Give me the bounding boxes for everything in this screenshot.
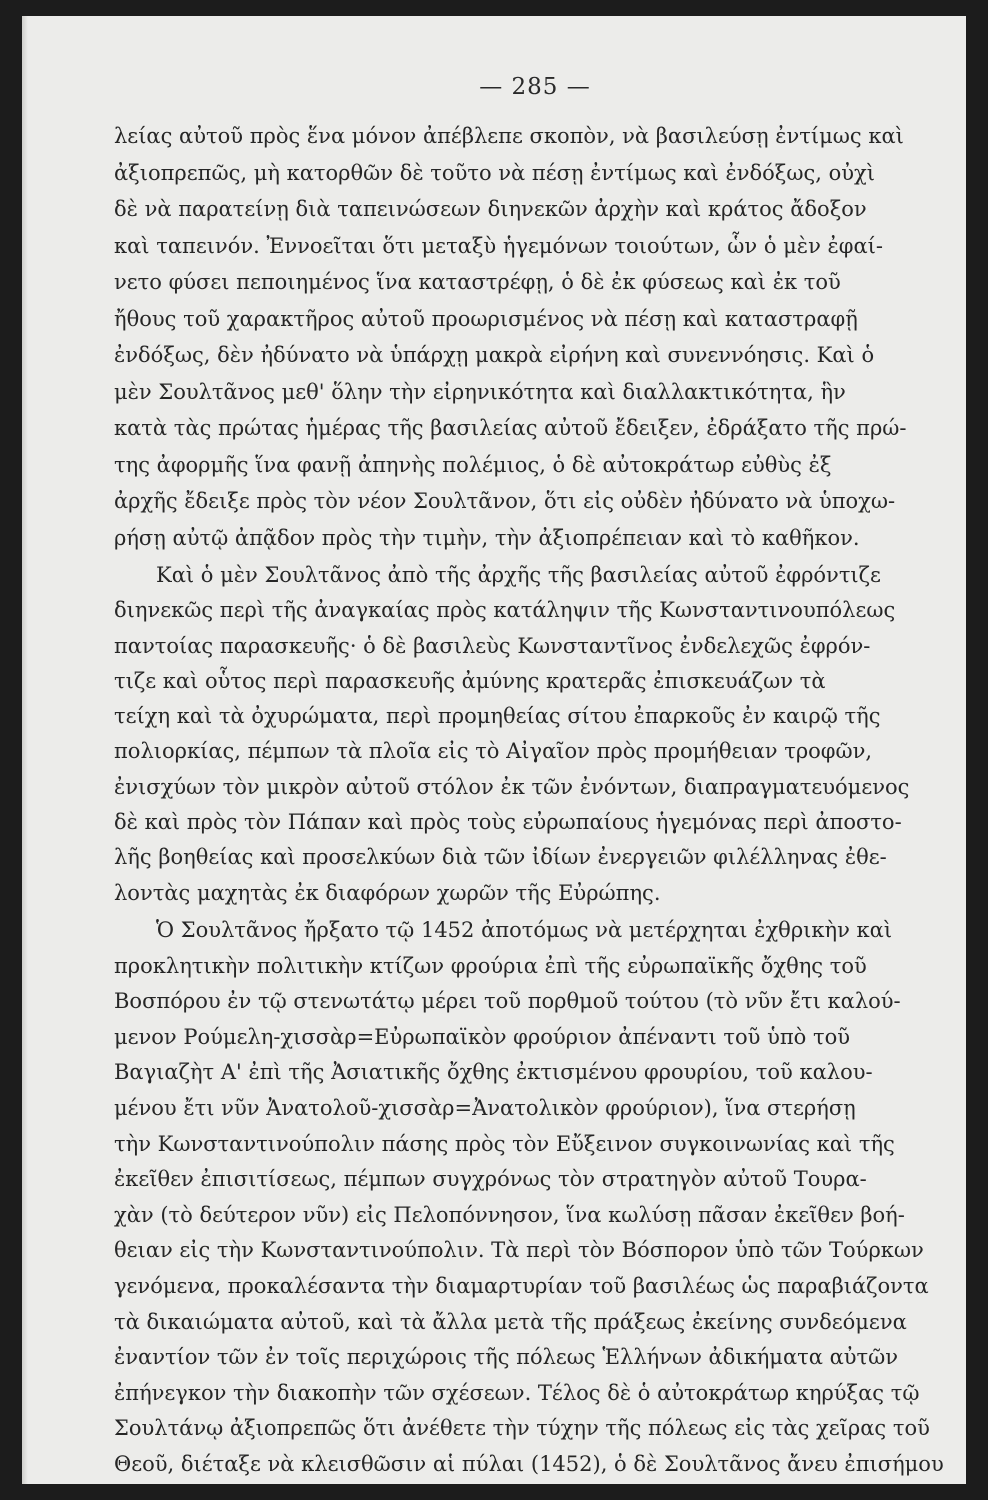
page-edge-shadow [22,16,28,1484]
page-content [114,74,956,1482]
paragraph-1: λείας αὐτοῦ πρὸς ἕνα μόνον ἀπέβλεπε σκοπὸν, νὰ βασιλεύσῃ ἐντίμως καὶ ἀξιοπρεπῶς, μὴ κατορθῶν δὲ τοῦτο νὰ πέσῃ ἐντίμως καὶ ἐνδόξως, οὐχὶ δὲ νὰ παρατείνῃ διὰ ταπεινώσεων διηνεκῶν ἀρχὴν καὶ κράτος ἄδοξον καὶ ταπεινόν. Ἐννοεῖται ὅτι μεταξὺ ἡγεμόνων τοιούτων, ὧν ὁ μὲν ἐφαί- νετο φύσει πεποιημένος ἵνα καταστρέφῃ, ὁ δὲ ἐκ φύσεως καὶ ἐκ τοῦ ἤθους τοῦ χαρακτῆρος αὐτοῦ προωρισμένος νὰ πέσῃ καὶ καταστραφῇ ἐνδόξως, δὲν ἠδύνατο νὰ ὑπάρχῃ μακρὰ εἰρήνη καὶ συνεννόησις. Καὶ ὁ μὲν Σουλτᾶνος μεθ' ὅλην τὴν εἰρηνικότητα καὶ διαλλακτικότητα, ἣν κατὰ τὰς πρώτας ἡμέρας τῆς βασιλείας αὐτοῦ ἔδειξεν, ἐδράξατο τῆς πρώ- της ἀφορμῆς ἵνα φανῇ ἀπηνὴς πολέμιος, ὁ δὲ αὐτοκράτωρ εὐθὺς ἐξ ἀρχῆς ἔδειξε πρὸς τὸν νέον Σουλτᾶνον, ὅτι εἰς οὐδὲν ἠδύνατο νὰ ὑποχω- ρήσῃ αὐτῷ ἀπᾷδον πρὸς τὴν τιμὴν, τὴν ἀξιοπρέπειαν καὶ τὸ καθῆκον. [114,124,907,550]
paragraph-3: Ὁ Σουλτᾶνος ἤρξατο τῷ 1452 ἀποτόμως νὰ μετέρχηται ἐχθρικὴν καὶ προκλητικὴν πολιτικὴν κτίζων φρούρια ἐπὶ τῆς εὐρωπαϊκῆς ὄχθης τοῦ Βοσπόρου ἐν τῷ στενωτάτῳ μέρει τοῦ πορθμοῦ τούτου (τὸ νῦν ἔτι καλού- μενον Ρούμελη-χισσὰρ=Εὐρωπαϊκὸν φρούριον ἀπέναντι τοῦ ὑπὸ τοῦ Βαγιαζὴτ Α' ἐπὶ τῆς Ἀσιατικῆς ὄχθης ἐκτισμένου φρουρίου, τοῦ καλου- μένου ἔτι νῦν Ἀνατολοῦ-χισσὰρ=Ἀνατολικὸν φρούριον), ἵνα στερήσῃ τὴν Κωνσταντινούπολιν πάσης πρὸς τὸν Εὔξεινον συγκοινωνίας καὶ τῆς ἐκεῖθεν ἐπισιτίσεως, πέμπων συγχρόνως τὸν στρατηγὸν αὐτοῦ Τουρα- χὰν (τὸ δεύτερον νῦν) εἰς Πελοπόννησον, ἵνα κωλύσῃ πᾶσαν ἐκεῖθεν βοή- θειαν εἰς τὴν Κωνσταντινούπολιν. Τὰ περὶ τὸν Βόσπορον ὑπὸ τῶν Τούρκων γενόμενα, προκαλέσαντα τὴν διαμαρτυρίαν τοῦ βασιλέως ὡς παραβιάζοντα τὰ δικαιώματα αὐτοῦ, καὶ τὰ ἄλλα μετὰ τῆς πράξεως ἐκείνης συνδεόμενα ἐναντίον τῶν ἐν τοῖς περιχώροις τῆς πόλεως Ἑλλήνων ἀδικήματα αὐτῶν ἐπήνεγκον τὴν διακοπὴν τῶν σχέσεων. Τέλος δὲ ὁ αὐτοκράτωρ κηρύξας τῷ Σουλτάνῳ ἀξιοπρεπῶς ὅτι ἀνέθετε τὴν τύχην τῆς πόλεως εἰς τὰς χεῖρας τοῦ Θεοῦ, διέταξε νὰ κλεισθῶσιν αἱ πύλαι (1452), ὁ δὲ Σουλτᾶνος ἄνευ ἐπισήμου [114,917,944,1476]
book-page [22,16,966,1484]
page-number: — 285 — [479,74,591,100]
paragraph-2: Καὶ ὁ μὲν Σουλτᾶνος ἀπὸ τῆς ἀρχῆς τῆς βασιλείας αὐτοῦ ἐφρόντιζε διηνεκῶς περὶ τῆς ἀναγκαίας πρὸς κατάληψιν τῆς Κωνσταντινουπόλεως παντοίας παρασκευῆς· ὁ δὲ βασιλεὺς Κωνσταντῖνος ἐνδελεχῶς ἐφρόν- τιζε καὶ οὗτος περὶ παρασκευῆς ἀμύνης κρατερᾶς ἐπισκευάζων τὰ τείχη καὶ τὰ ὀχυρώματα, περὶ προμηθείας σίτου ἐπαρκοῦς ἐν καιρῷ τῆς πολιορκίας, πέμπων τὰ πλοῖα εἰς τὸ Αἰγαῖον πρὸς προμήθειαν τροφῶν, ἐνισχύων τὸν μικρὸν αὐτοῦ στόλον ἐκ τῶν ἐνόντων, διαπραγματευόμενος δὲ καὶ πρὸς τὸν Πάπαν καὶ πρὸς τοὺς εὐρωπαίους ἡγεμόνας περὶ ἀποστο- λῆς βοηθείας καὶ προσελκύων διὰ τῶν ἰδίων ἐνεργειῶν φιλέλληνας ἐθε- λοντὰς μαχητὰς ἐκ διαφόρων χωρῶν τῆς Εὐρώπης. [114,563,910,905]
